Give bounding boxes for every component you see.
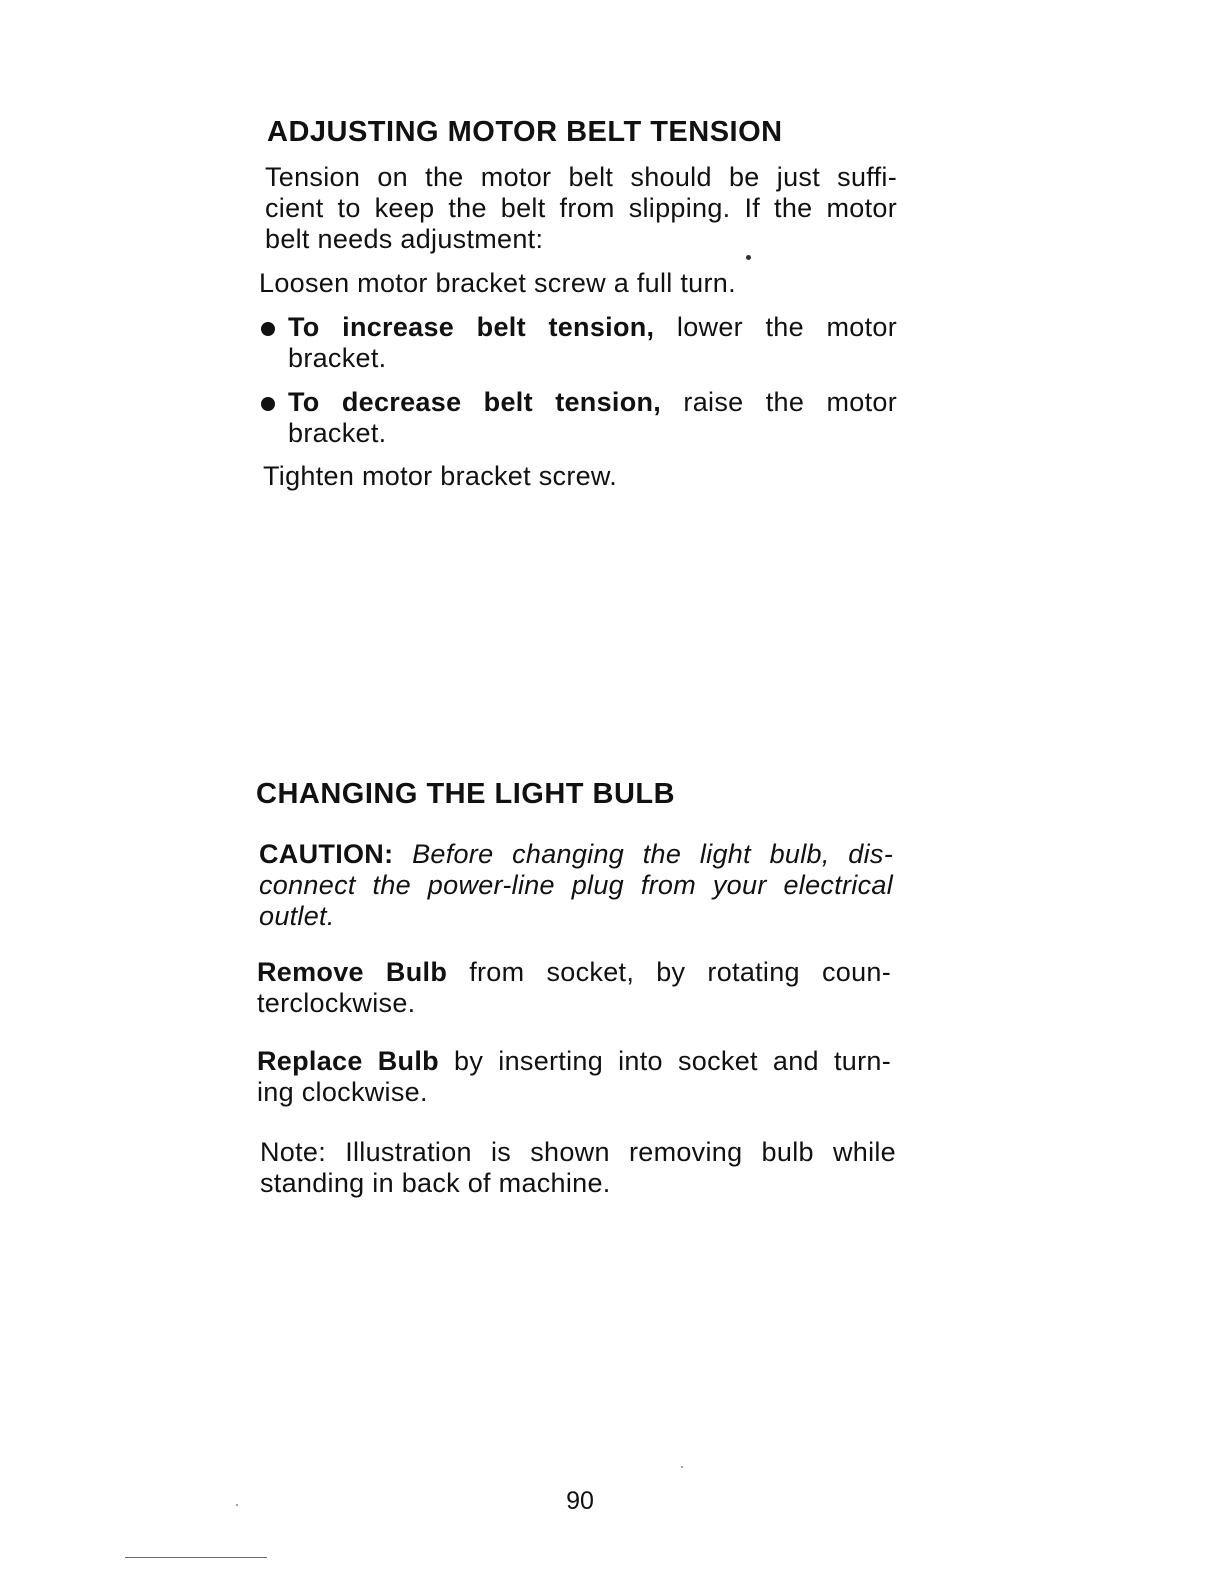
remove-line-1: [257, 957, 891, 988]
footer-rule: [125, 1557, 267, 1558]
bullet-rest: raise the motor: [661, 387, 897, 417]
bullet-line-1: [288, 312, 897, 343]
replace-line-2: ing clockwise.: [257, 1077, 428, 1107]
intro-line-2: cient to keep the belt from slipping. If the motor: [265, 193, 897, 223]
bullet-rest: lower the motor: [654, 312, 898, 342]
scan-speck: [681, 1466, 683, 1468]
caution-line-2: connect the power-line plug from your electrical: [259, 870, 893, 900]
replace-line-1: [257, 1046, 891, 1077]
bullet-increase-tension: [261, 312, 897, 374]
note-line-2: standing in back of machine.: [260, 1168, 611, 1198]
note-line-1: Note: Illustration is shown removing bulb while: [260, 1137, 896, 1167]
page-number: 90: [566, 1487, 594, 1515]
replace-bold: Replace Bulb: [257, 1046, 439, 1076]
bullet-bold: To decrease belt tension,: [288, 387, 662, 417]
bullet-bold: To increase belt tension,: [288, 312, 655, 342]
remove-line-2: terclockwise.: [257, 988, 416, 1018]
scan-speck: [236, 1504, 238, 1506]
replace-bulb-paragraph: [257, 1046, 891, 1108]
caution-line-1: [259, 839, 893, 870]
intro-line-1: Tension on the motor belt should be just suffi-: [265, 162, 897, 192]
bullet-text: [288, 312, 897, 374]
remove-bulb-paragraph: [257, 957, 891, 1019]
note-paragraph: [260, 1137, 896, 1199]
intro-line-3: belt needs adjustment:: [265, 224, 544, 254]
bullet-decrease-tension: [261, 387, 897, 449]
step-tighten: Tighten motor bracket screw.: [263, 461, 618, 491]
section-title-light-bulb: CHANGING THE LIGHT BULB: [256, 778, 676, 810]
caution-paragraph: [259, 839, 893, 932]
caution-line-3: outlet.: [259, 901, 335, 931]
bullet-line-2: bracket.: [288, 343, 387, 373]
bullet-text: [288, 387, 897, 449]
caution-label: CAUTION:: [259, 839, 394, 869]
caution-text-1: Before changing the light bulb, dis-: [393, 839, 893, 869]
bullet-line-1: [288, 387, 897, 418]
scan-speck: [746, 255, 751, 260]
section-title-motor-belt: ADJUSTING MOTOR BELT TENSION: [267, 116, 783, 148]
bullet-line-2: bracket.: [288, 418, 387, 448]
bullet-dot-icon: [261, 397, 275, 411]
remove-bold: Remove Bulb: [257, 957, 448, 987]
remove-text-1: from socket, by rotating coun-: [447, 957, 891, 987]
bullet-dot-icon: [261, 322, 275, 336]
step-loosen: Loosen motor bracket screw a full turn.: [259, 268, 736, 298]
intro-paragraph: [265, 162, 897, 255]
replace-text-1: by inserting into socket and turn-: [438, 1046, 891, 1076]
